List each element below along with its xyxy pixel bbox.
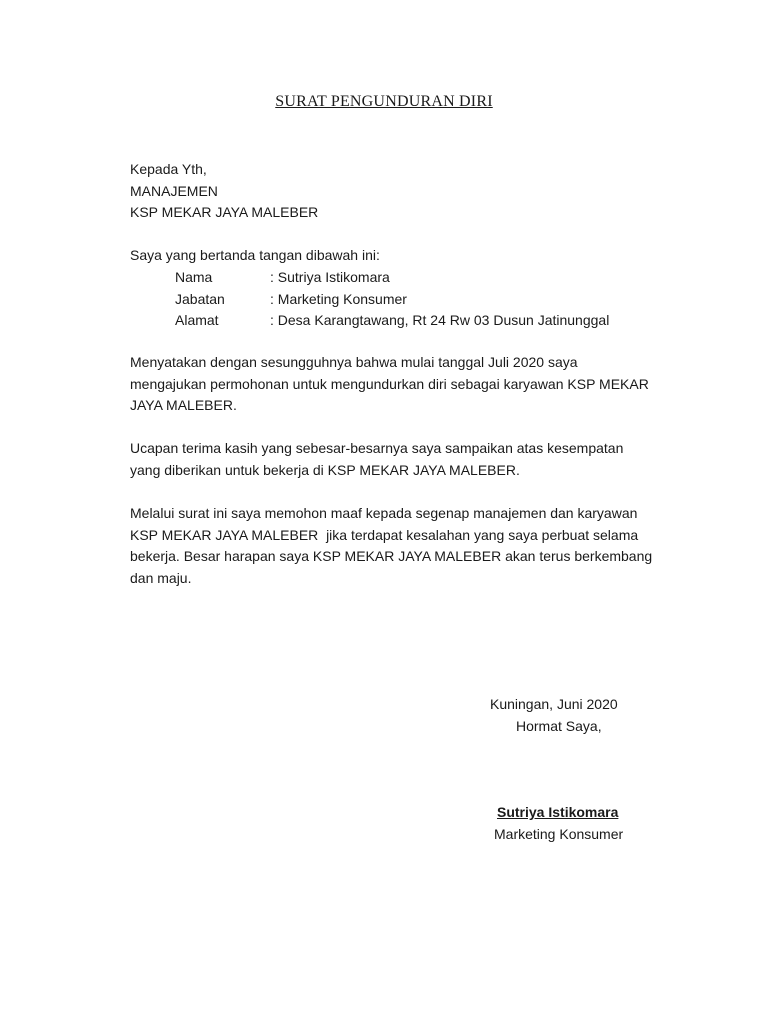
- position-label: Jabatan: [175, 290, 225, 307]
- recipient-salutation: Kepada Yth,: [130, 161, 207, 177]
- apology-line: KSP MEKAR JAYA MALEBER jika terdapat kesalahan yang saya perbuat selama: [130, 526, 639, 543]
- statement-line: JAYA MALEBER.: [130, 397, 237, 413]
- signer-title: Marketing Konsumer: [494, 826, 624, 842]
- statement-line: mengajukan permohonan untuk mengundurkan diri sebagai karyawan KSP MEKAR: [130, 375, 649, 392]
- intro-text: [130, 245, 650, 267]
- place-date: Kuningan, Juni 2020: [490, 696, 618, 712]
- apology-line: bekerja. Besar harapan saya KSP MEKAR JAYA MALEBER akan terus berkembang: [130, 548, 653, 564]
- apology-line: Melalui surat ini saya memohon maaf kepada segenap manajemen dan karyawan: [130, 505, 638, 521]
- apology-paragraph: [130, 503, 653, 589]
- identity-row-name: [175, 267, 609, 289]
- signer-name: Sutriya Istikomara: [497, 804, 619, 820]
- recipient-organization: KSP MEKAR JAYA MALEBER: [130, 204, 319, 220]
- recipient-department: MANAJEMEN: [130, 182, 218, 199]
- address-label: Alamat: [175, 312, 219, 328]
- gratitude-line: yang diberikan untuk bekerja di KSP MEKAR JAYA MALEBER.: [130, 461, 520, 478]
- gratitude-paragraph: [130, 438, 650, 481]
- name-value: : Sutriya Istikomara: [270, 269, 390, 285]
- letter-title: SURAT PENGUNDURAN DIRI: [275, 93, 493, 110]
- name-label: Nama: [175, 269, 213, 285]
- intro-line: Saya yang bertanda tangan dibawah ini:: [130, 247, 380, 263]
- apology-line: dan maju.: [130, 569, 192, 586]
- identity-row-position: [175, 289, 609, 311]
- gratitude-line: Ucapan terima kasih yang sebesar-besarnya saya sampaikan atas kesempatan: [130, 440, 624, 456]
- identity-row-address: [175, 310, 609, 332]
- closing-greeting: Hormat Saya,: [516, 718, 602, 734]
- address-value: : Desa Karangtawang, Rt 24 Rw 03 Dusun Jatinunggal: [270, 312, 610, 328]
- position-value: : Marketing Konsumer: [270, 290, 407, 307]
- identity-block: [175, 267, 609, 332]
- statement-paragraph: [130, 352, 650, 417]
- recipient-block: [130, 159, 650, 224]
- statement-line: Menyatakan dengan sesungguhnya bahwa mulai tanggal Juli 2020 saya: [130, 354, 578, 370]
